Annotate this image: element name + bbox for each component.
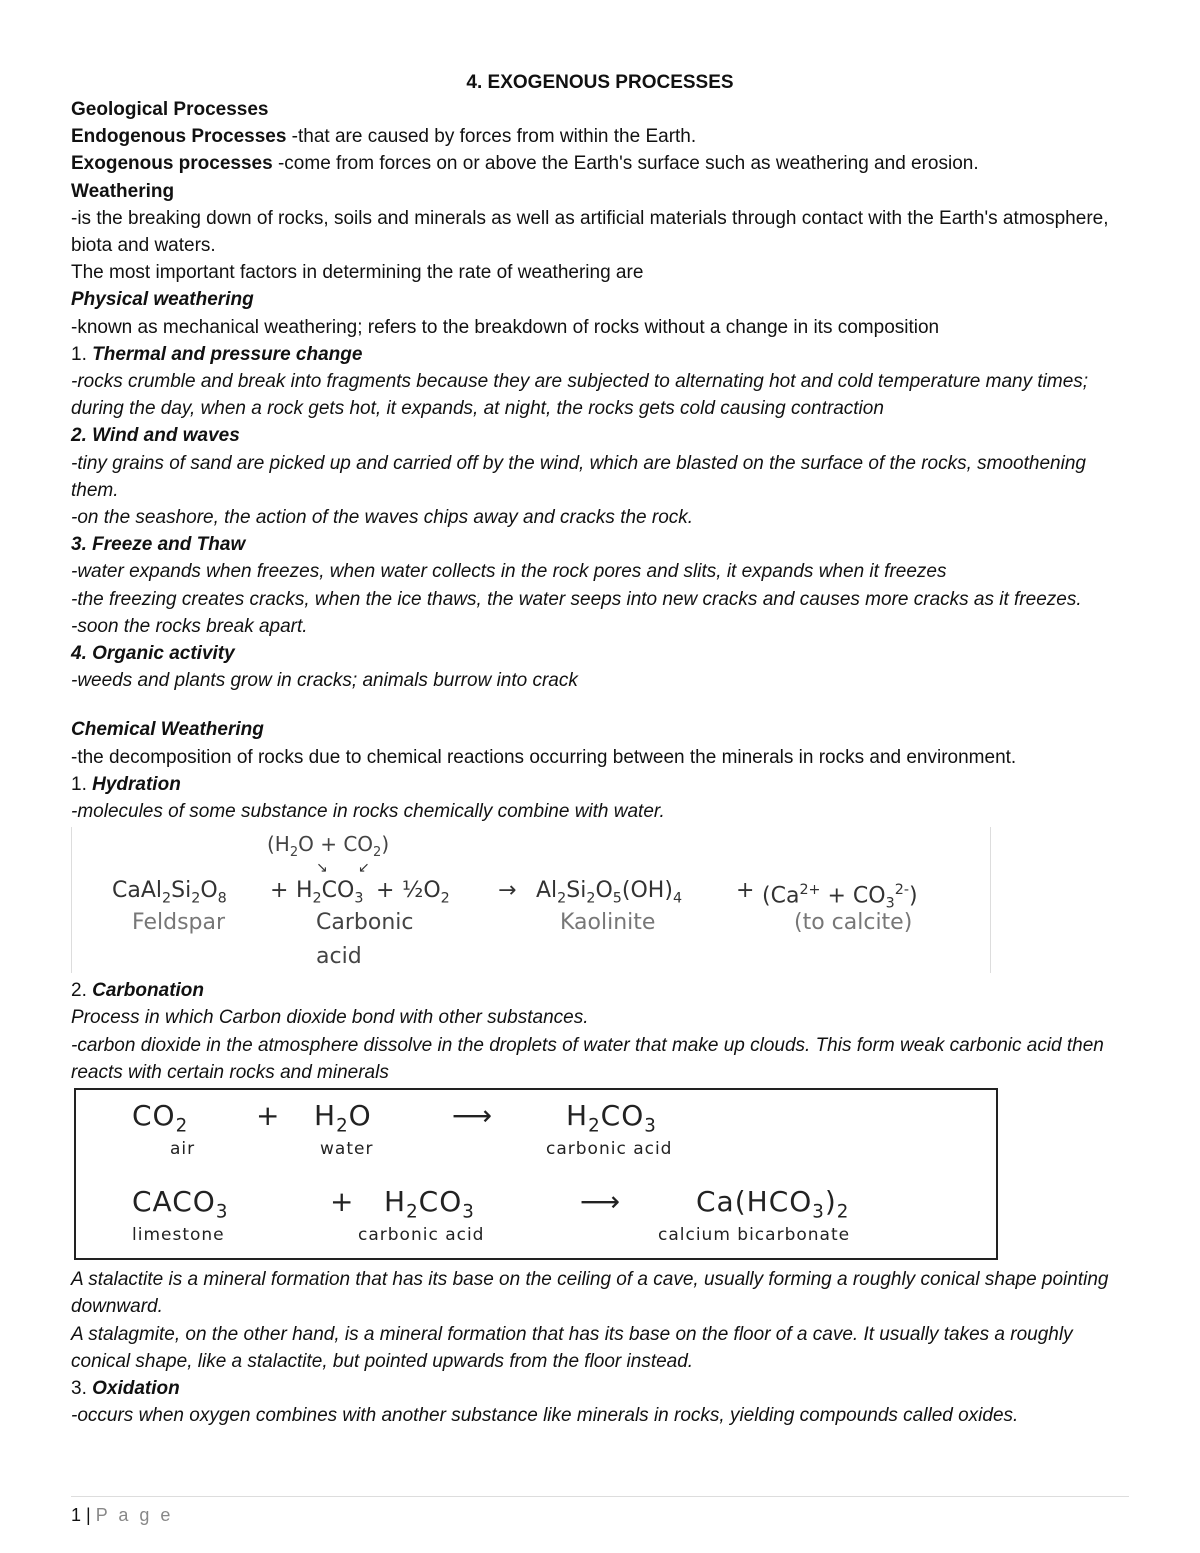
item-title: Hydration [92, 773, 181, 795]
item-number: 2. [71, 980, 93, 1002]
footer-divider [71, 1496, 1129, 1497]
physical-item-2-heading: 2. Wind and waves [71, 425, 240, 447]
co2-formula: $CO_2$ [132, 1099, 189, 1137]
label-carbonic: Carbonic [316, 910, 414, 936]
plus-sign: + [270, 878, 289, 904]
carbonation-text-1: Process in which Carbon dioxide bond with other substances. [71, 1007, 589, 1029]
hydration-equation-figure [71, 827, 991, 973]
feldspar-formula: $CaAl_2Si_2O_8$ [112, 878, 227, 907]
reaction-arrow-icon: ⟶ [452, 1099, 494, 1133]
label-calcium-bicarbonate: calcium bicarbonate [658, 1225, 851, 1246]
page-title: 4. EXOGENOUS PROCESSES [466, 72, 734, 93]
label-limestone: limestone [132, 1225, 225, 1246]
physical-weathering-definition: -known as mechanical weathering; refers to the breakdown of rocks without a change in its composition [71, 316, 940, 338]
h2co3-product-formula: $H_2CO_3$ [566, 1099, 657, 1137]
item-title: Thermal and pressure change [92, 343, 363, 365]
calcium-bicarbonate-formula: $Ca(HCO_3)_2$ [696, 1185, 850, 1223]
reaction-arrow-icon: → [498, 878, 517, 904]
carbonation-equation-figure [74, 1088, 998, 1260]
h2o-formula: $H_2O$ [314, 1099, 372, 1137]
label-calcite: (to calcite) [794, 910, 913, 936]
caco3-formula: $CACO_3$ [132, 1185, 229, 1223]
label-carbonic-acid: carbonic acid [546, 1139, 673, 1160]
physical-item-3-text-3: -soon the rocks break apart. [71, 615, 308, 637]
label-feldspar: Feldspar [132, 910, 226, 936]
page-footer [71, 1505, 173, 1526]
weathering-heading: Weathering [71, 180, 175, 202]
endogenous-definition: -that are caused by forces from within the Earth. [286, 126, 697, 148]
exogenous-definition: -come from forces on or above the Earth's surface such as weathering and erosion. [272, 153, 979, 175]
h2co3-reactant-formula: $H_2CO_3$ [384, 1185, 475, 1223]
physical-item-1-heading [71, 341, 1131, 368]
label-air: air [170, 1139, 196, 1160]
reaction-arrow-icon: ⟶ [580, 1185, 622, 1219]
oxygen-formula: $\frac{1}{2}O_2$ [402, 878, 450, 907]
stalactite-text: A stalactite is a mineral formation that has its base on the ceiling of a cave, usually forming a roughly conical shape pointing downward. [71, 1269, 1109, 1318]
label-acid: acid [316, 944, 362, 970]
oxidation-text: -occurs when oxygen combines with another substance like minerals in rocks, yielding compounds called oxides. [71, 1405, 1019, 1427]
equation-reactant-annotation: $(H_2O + CO_2)$ [267, 832, 390, 861]
hydration-heading [71, 771, 1131, 798]
stalagmite-text: A stalagmite, on the other hand, is a mineral formation that has its base on the floor of a cave. It usually takes a roughly conical shape, like a stalactite, but pointed upwards from the floor instead. [71, 1323, 1073, 1372]
document-body [71, 96, 1131, 1429]
physical-item-4-heading: 4. Organic activity [71, 643, 235, 665]
physical-item-3-text-2: -the freezing creates cracks, when the ice thaws, the water seeps into new cracks and causes more cracks as it freezes. [71, 588, 1082, 610]
plus-sign: + [736, 878, 755, 904]
arrow-down-icon: ↘ [316, 860, 328, 877]
physical-item-3-text-1: -water expands when freezes, when water collects in the rock pores and slits, it expands when it freezes [71, 561, 947, 583]
chemical-weathering-heading: Chemical Weathering [71, 719, 264, 741]
geological-processes-heading: Geological Processes [71, 99, 269, 120]
physical-weathering-heading: Physical weathering [71, 289, 254, 311]
hydration-text: -molecules of some substance in rocks chemically combine with water. [71, 801, 665, 823]
endogenous-term: Endogenous Processes [71, 126, 287, 148]
label-carbonic-acid: carbonic acid [358, 1225, 485, 1246]
item-number: 1. [71, 773, 93, 795]
ion-products-formula: $(Ca^{2+} + CO_3^{2-})$ [762, 882, 918, 912]
plus-sign: + [256, 1099, 281, 1133]
page-label: P a g e [95, 1505, 174, 1525]
physical-item-1-text: -rocks crumble and break into fragments because they are subjected to alternating hot and cold temperature many times; during the day, when a rock gets hot, it expands, at night, the rocks gets cold causing contraction [71, 371, 1089, 420]
item-title: Carbonation [92, 980, 205, 1002]
label-water: water [320, 1139, 374, 1160]
plus-sign: + [330, 1185, 355, 1219]
spacer [71, 694, 1131, 716]
footer-separator: | [81, 1505, 96, 1525]
item-number: 3. [71, 1377, 93, 1399]
physical-item-4-text: -weeds and plants grow in cracks; animals burrow into crack [71, 670, 578, 692]
item-number: 1. [71, 343, 93, 365]
carbonic-acid-formula: $H_2CO_3$ [296, 878, 364, 907]
page-number: 1 [71, 1505, 82, 1525]
carbonation-heading [71, 977, 1131, 1004]
endogenous-paragraph [71, 123, 1131, 150]
kaolinite-formula: $Al_2Si_2O_5(OH)_4$ [536, 878, 683, 907]
oxidation-heading [71, 1375, 1131, 1402]
chemical-weathering-definition: -the decomposition of rocks due to chemical reactions occurring between the minerals in rocks and environment. [71, 746, 1017, 768]
carbonation-text-2: -carbon dioxide in the atmosphere dissolve in the droplets of water that make up clouds. This form weak carbonic acid then reacts with certain rocks and minerals [71, 1034, 1104, 1083]
physical-item-3-heading: 3. Freeze and Thaw [71, 534, 246, 556]
exogenous-paragraph [71, 150, 1131, 177]
plus-sign: + [376, 878, 395, 904]
weathering-definition: -is the breaking down of rocks, soils and minerals as well as artificial materials through contact with the Earth's atmosphere, biota and waters. [71, 207, 1109, 257]
physical-item-2-text-1: -tiny grains of sand are picked up and carried off by the wind, which are blasted on the surface of the rocks, smoothening them. [71, 452, 1086, 501]
label-kaolinite: Kaolinite [560, 910, 656, 936]
exogenous-term: Exogenous processes [71, 153, 273, 175]
item-title: Oxidation [92, 1377, 180, 1399]
arrow-down-icon: ↙ [358, 860, 370, 877]
factors-line: The most important factors in determining the rate of weathering are [71, 262, 644, 284]
physical-item-2-text-2: -on the seashore, the action of the waves chips away and cracks the rock. [71, 507, 694, 529]
